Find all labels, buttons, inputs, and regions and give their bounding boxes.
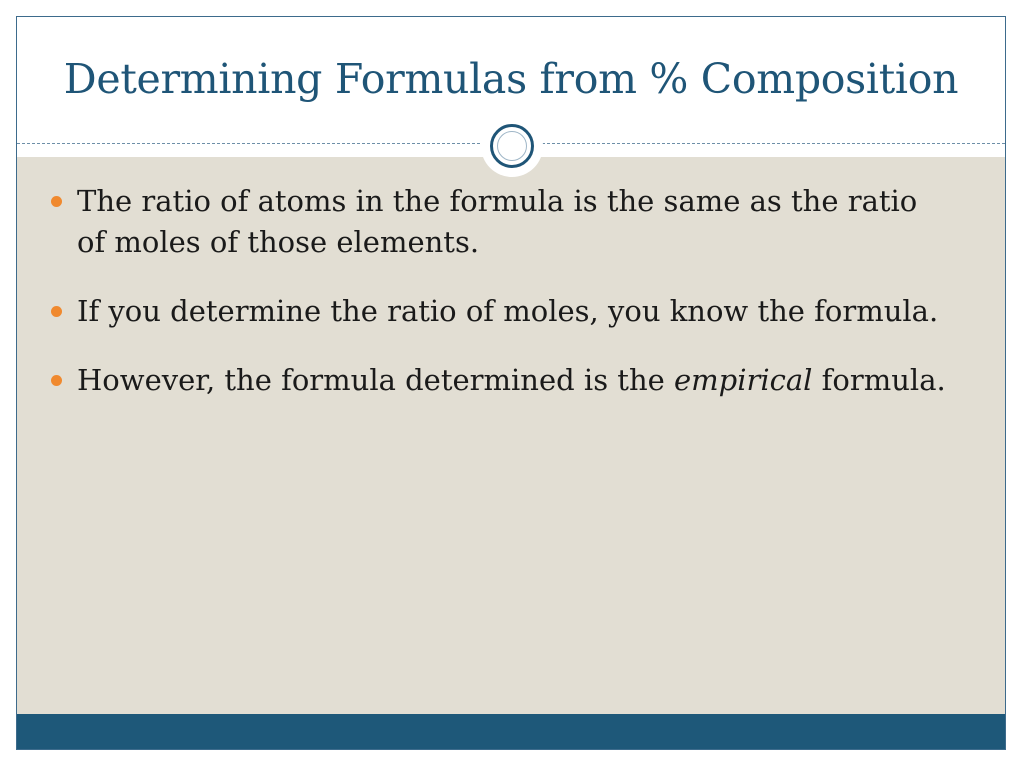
slide — [16, 16, 1006, 750]
ornament-inner-ring — [497, 131, 527, 161]
bullet-dot-icon — [51, 375, 62, 386]
bullet-list — [51, 181, 951, 429]
bullet-dot-icon — [51, 196, 62, 207]
bullet-item — [51, 360, 951, 401]
bullet-item — [51, 291, 951, 332]
bullet-text-end: formula. — [812, 363, 946, 397]
bullet-text: The ratio of atoms in the formula is the same as the ratio of moles of those elements. — [77, 184, 918, 259]
bullet-emphasis: empirical — [674, 363, 813, 397]
slide-title: Determining Formulas from % Composition — [63, 55, 959, 103]
circle-ornament-icon — [481, 115, 543, 177]
ornament-ring — [490, 124, 534, 168]
bullet-dot-icon — [51, 306, 62, 317]
footer-bar — [17, 714, 1005, 749]
bullet-item — [51, 181, 951, 263]
bullet-text: If you determine the ratio of moles, you know the formula. — [77, 294, 939, 328]
bullet-text-start: However, the formula determined is the — [77, 363, 675, 397]
